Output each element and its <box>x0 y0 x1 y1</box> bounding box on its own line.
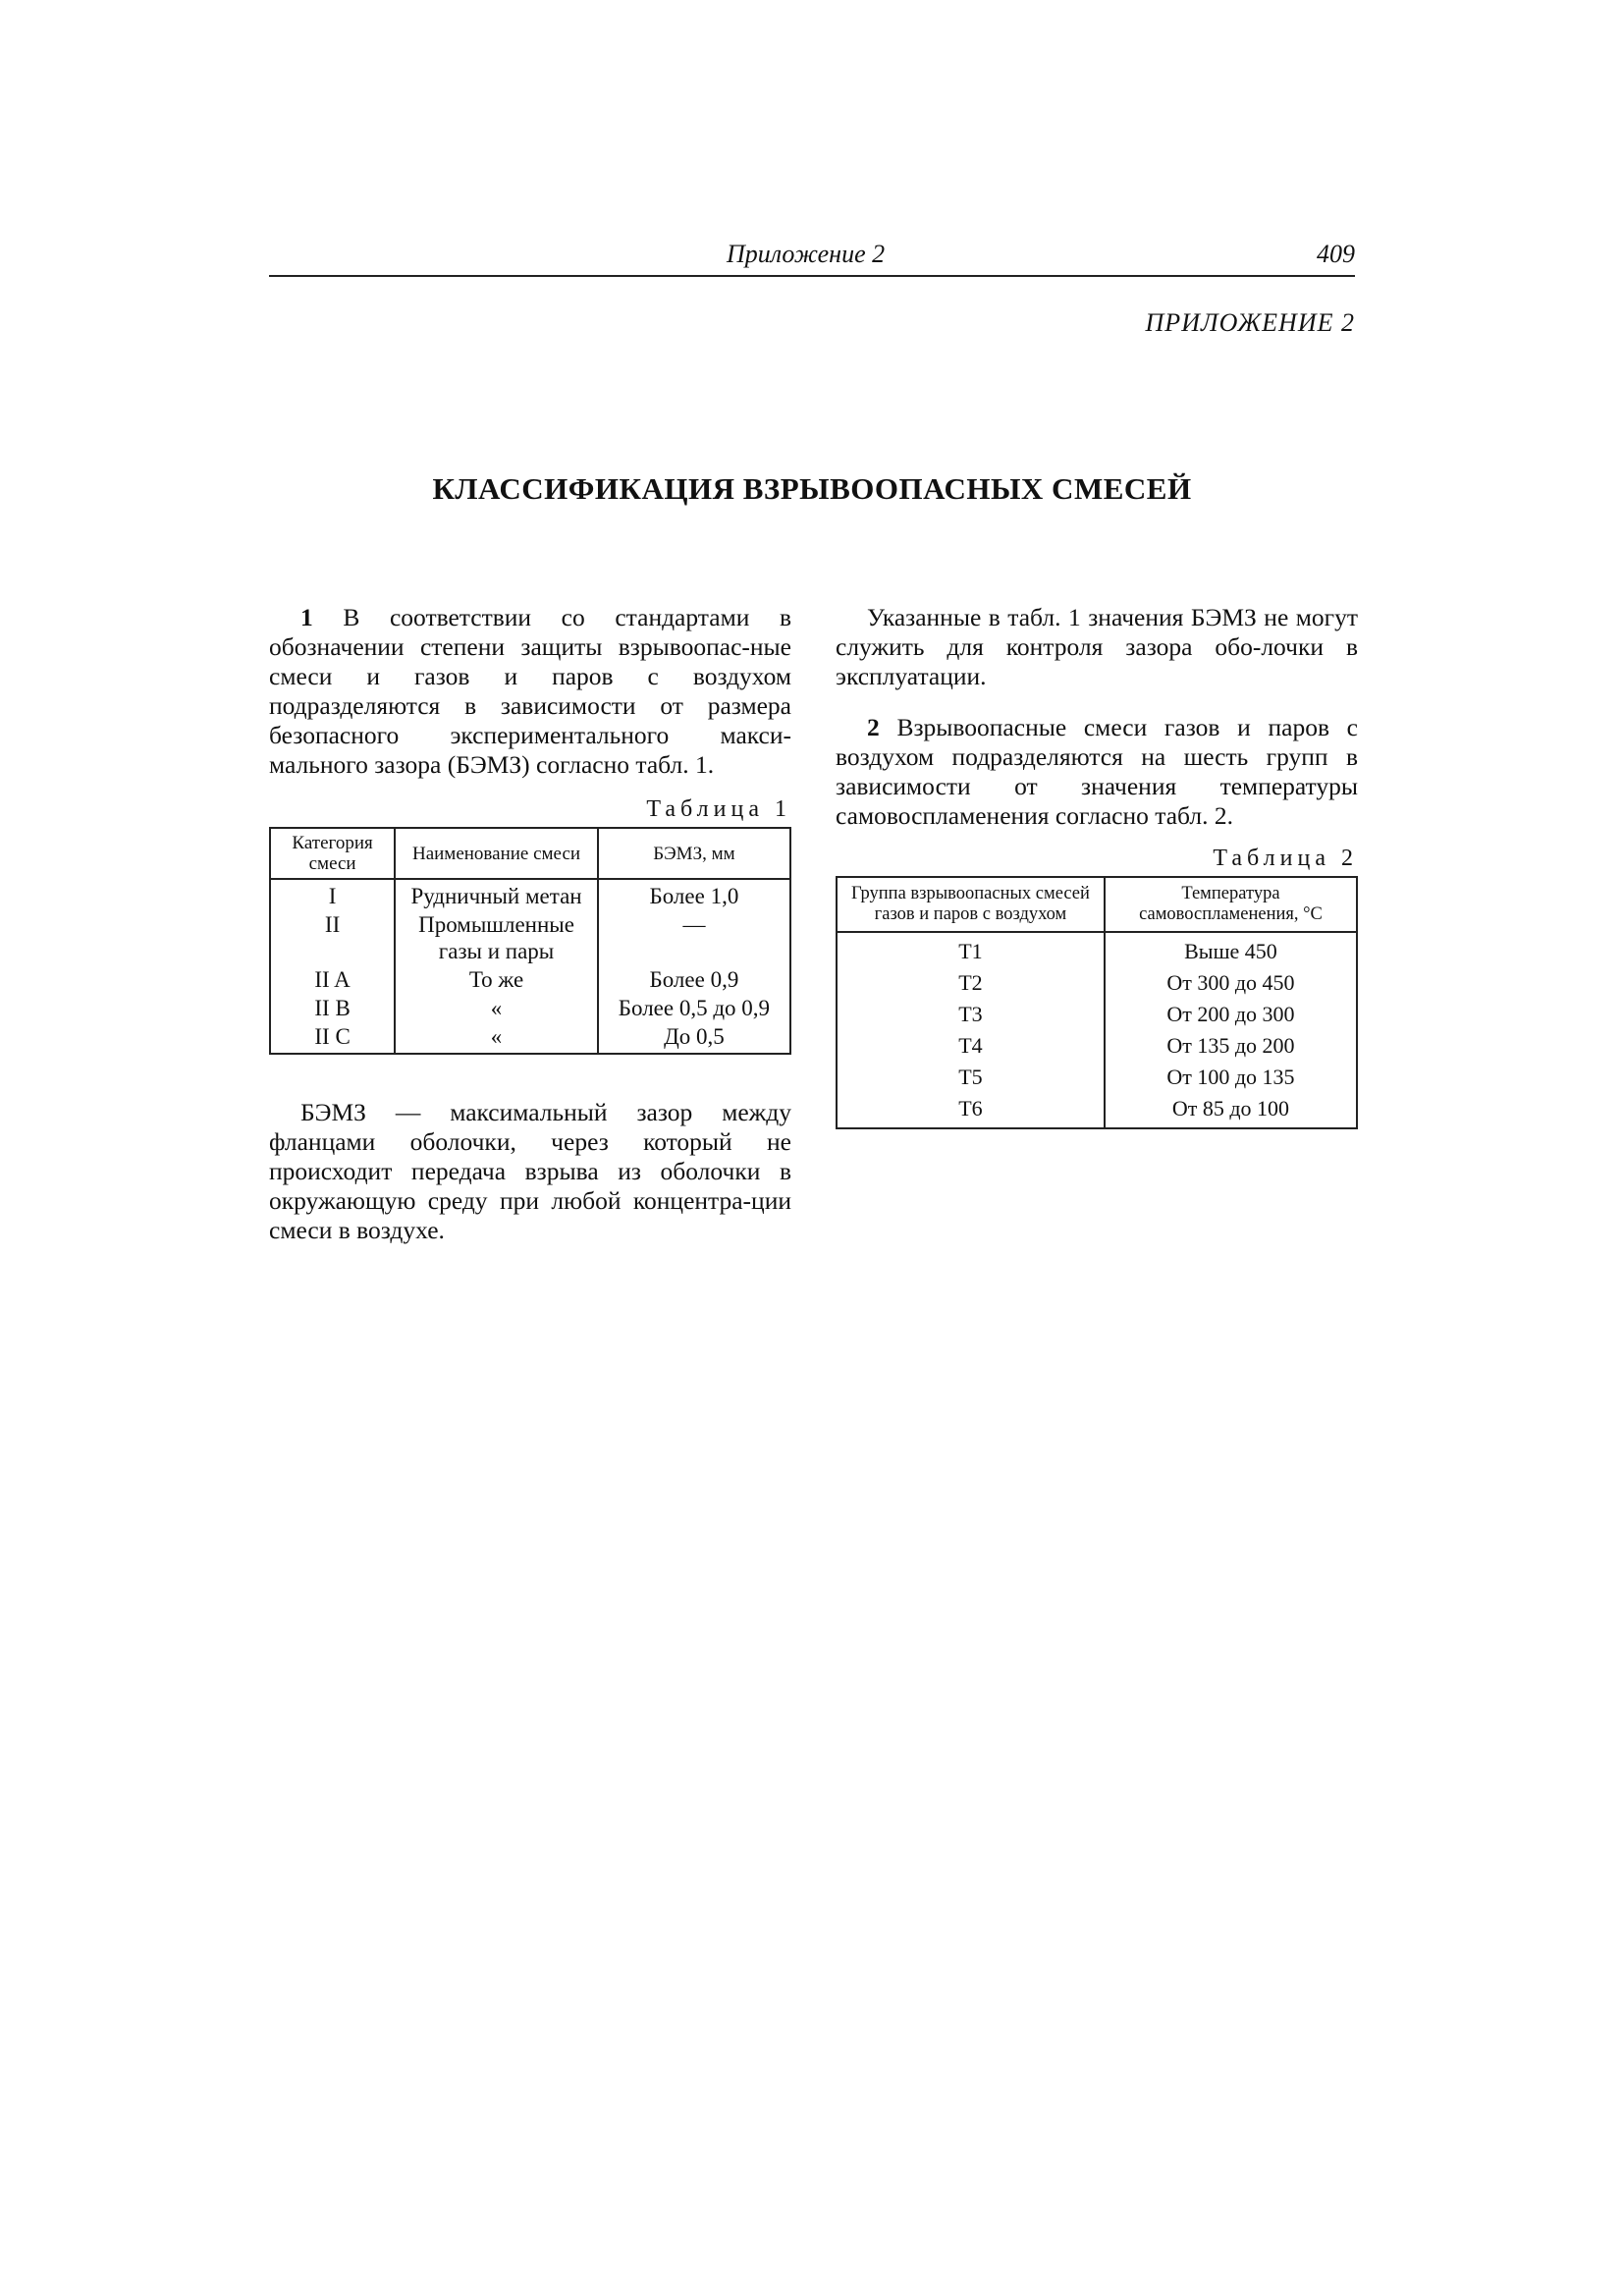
table-cell: Рудничный метан <box>395 879 598 910</box>
paragraph-note <box>836 603 1358 691</box>
table-cell: То же <box>395 965 598 994</box>
table-cell: От 300 до 450 <box>1105 967 1357 999</box>
paragraph-text: В соответствии со стандартами в обозначении степени защиты взрывоопас-ные смеси и газов и паров с воздухом подразделяются в зависимости от размера безопасного экспериментального макси-мального зазора (БЭМЗ) согласно табл. 1. <box>269 603 791 779</box>
table-cell: II <box>270 910 395 965</box>
paragraph-text: БЭМЗ — максимальный зазор между фланцами оболочки, через который не происходит передача взрыва из оболочки в окружающую среду при любой концентра-ции смеси в воздухе. <box>269 1098 791 1244</box>
table-header-cell: Категория смеси <box>270 828 395 879</box>
table-row <box>837 1062 1357 1093</box>
table-cell: T1 <box>837 932 1105 967</box>
table-row <box>270 879 790 910</box>
paragraph-number: 1 <box>300 603 313 631</box>
table-1-caption: Таблица 1 <box>646 796 791 822</box>
table-cell: От 100 до 135 <box>1105 1062 1357 1093</box>
table-cell: Выше 450 <box>1105 932 1357 967</box>
paragraph-bemz-definition <box>269 1098 791 1245</box>
table-cell: II C <box>270 1022 395 1054</box>
table-row <box>270 910 790 965</box>
table-cell: До 0,5 <box>598 1022 790 1054</box>
table-cell: T6 <box>837 1093 1105 1128</box>
table-cell: II A <box>270 965 395 994</box>
page-title: КЛАССИФИКАЦИЯ ВЗРЫВООПАСНЫХ СМЕСЕЙ <box>432 471 1192 506</box>
table-2-caption: Таблица 2 <box>1213 846 1358 871</box>
table-header-cell: БЭМЗ, мм <box>598 828 790 879</box>
table-cell: T2 <box>837 967 1105 999</box>
table-header-cell: Наименование смеси <box>395 828 598 879</box>
table-row <box>270 965 790 994</box>
paragraph-1 <box>269 603 791 780</box>
table-row <box>270 994 790 1022</box>
table-row <box>270 1022 790 1054</box>
table-row <box>837 967 1357 999</box>
paragraph-2 <box>836 713 1358 831</box>
table-cell: — <box>598 910 790 965</box>
table-cell: T3 <box>837 999 1105 1030</box>
page-number: 409 <box>1317 240 1355 268</box>
table-cell: « <box>395 1022 598 1054</box>
table-cell: « <box>395 994 598 1022</box>
table-row <box>837 1093 1357 1128</box>
right-column <box>836 603 1358 1129</box>
table-2 <box>836 876 1358 1129</box>
table-header-cell: Группа взрывоопасных смесей газов и паров с воздухом <box>837 877 1105 932</box>
table-cell: T4 <box>837 1030 1105 1062</box>
left-column <box>269 603 791 1245</box>
appendix-label: ПРИЛОЖЕНИЕ 2 <box>1145 308 1355 337</box>
table-cell: Промышленные газы и пары <box>395 910 598 965</box>
running-title: Приложение 2 <box>727 240 886 268</box>
table-header-row <box>837 877 1357 932</box>
table-row <box>837 999 1357 1030</box>
paragraph-number: 2 <box>867 713 880 741</box>
table-row <box>837 1030 1357 1062</box>
table-cell: Более 0,9 <box>598 965 790 994</box>
paragraph-text: Взрывоопасные смеси газов и паров с воздухом подразделяются на шесть групп в зависимости от значения температуры самовоспламенения согласно табл. 2. <box>836 713 1358 830</box>
table-header-cell: Температура самовоспламенения, °С <box>1105 877 1357 932</box>
running-header <box>269 236 1355 277</box>
table-cell: От 200 до 300 <box>1105 999 1357 1030</box>
table-1 <box>269 827 791 1055</box>
paragraph-text: Указанные в табл. 1 значения БЭМЗ не могут служить для контроля зазора обо-лочки в эксплуатации. <box>836 603 1358 690</box>
table-cell: I <box>270 879 395 910</box>
table-cell: Более 0,5 до 0,9 <box>598 994 790 1022</box>
table-cell: От 85 до 100 <box>1105 1093 1357 1128</box>
table-cell: Более 1,0 <box>598 879 790 910</box>
table-row <box>837 932 1357 967</box>
table-cell: II B <box>270 994 395 1022</box>
table-header-row <box>270 828 790 879</box>
table-cell: T5 <box>837 1062 1105 1093</box>
table-cell: От 135 до 200 <box>1105 1030 1357 1062</box>
